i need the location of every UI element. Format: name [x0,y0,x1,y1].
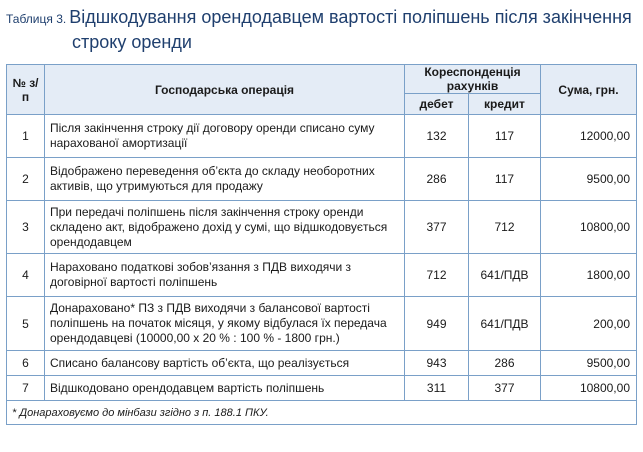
row-operation: Донараховано* ПЗ з ПДВ виходячи з балансової вартості поліпшень на початок місяця, у якому відбулася їх передача орендодавцеві (10000,00 х 20 % : 100 % - 1800 грн.) [45,297,405,351]
row-num: 2 [7,158,45,201]
table-row [7,297,637,351]
row-num: 7 [7,376,45,401]
row-sum: 10800,00 [541,376,637,401]
header-sum: Сума, грн. [541,65,637,115]
header-credit: кредит [469,94,541,115]
row-credit: 641/ПДВ [469,297,541,351]
row-debit: 943 [405,351,469,376]
row-credit: 117 [469,115,541,158]
row-debit: 132 [405,115,469,158]
row-debit: 286 [405,158,469,201]
row-num: 5 [7,297,45,351]
table-row [7,376,637,401]
row-debit: 949 [405,297,469,351]
row-sum: 9500,00 [541,158,637,201]
row-debit: 311 [405,376,469,401]
row-operation: Відшкодовано орендодавцем вартість поліпшень [45,376,405,401]
header-operation: Господарська операція [45,65,405,115]
caption-title-line1: Відшкодування орендодавцем вартості поліпшень після закінчення [69,7,632,27]
table-footnote: * Донараховуємо до мінбази згідно з п. 188.1 ПКУ. [7,401,637,425]
row-credit: 712 [469,201,541,254]
row-num: 1 [7,115,45,158]
row-sum: 200,00 [541,297,637,351]
row-sum: 1800,00 [541,254,637,297]
row-credit: 286 [469,351,541,376]
row-sum: 9500,00 [541,351,637,376]
row-operation: При передачі поліпшень після закінчення строку оренди складено акт, відображено дохід у сумі, що відшкодовується орендодавцем [45,201,405,254]
row-credit: 377 [469,376,541,401]
caption-label: Таблиця 3. [6,12,67,26]
header-row-top [7,65,637,94]
footnote-row [7,401,637,425]
row-operation: Нараховано податкові зобов’язання з ПДВ виходячи з договірної вартості поліпшень [45,254,405,297]
row-num: 3 [7,201,45,254]
row-operation: Після закінчення строку дії договору оренди списано суму нарахованої амортизації [45,115,405,158]
row-num: 6 [7,351,45,376]
caption-title-line2: строку оренди [72,32,192,52]
table-row [7,351,637,376]
row-debit: 712 [405,254,469,297]
row-credit: 117 [469,158,541,201]
table-row [7,115,637,158]
row-sum: 10800,00 [541,201,637,254]
table-row [7,158,637,201]
row-sum: 12000,00 [541,115,637,158]
row-credit: 641/ПДВ [469,254,541,297]
table-row [7,201,637,254]
row-num: 4 [7,254,45,297]
operations-table [6,64,637,425]
table-row [7,254,637,297]
header-debit: дебет [405,94,469,115]
table-caption [6,6,636,54]
header-num: № з/п [7,65,45,115]
row-operation: Списано балансову вартість об’єкта, що реалізується [45,351,405,376]
row-debit: 377 [405,201,469,254]
header-correspondence: Кореспонденція рахунків [405,65,541,94]
row-operation: Відображено переведення об’єкта до складу необоротних активів, що утримуються для продажу [45,158,405,201]
